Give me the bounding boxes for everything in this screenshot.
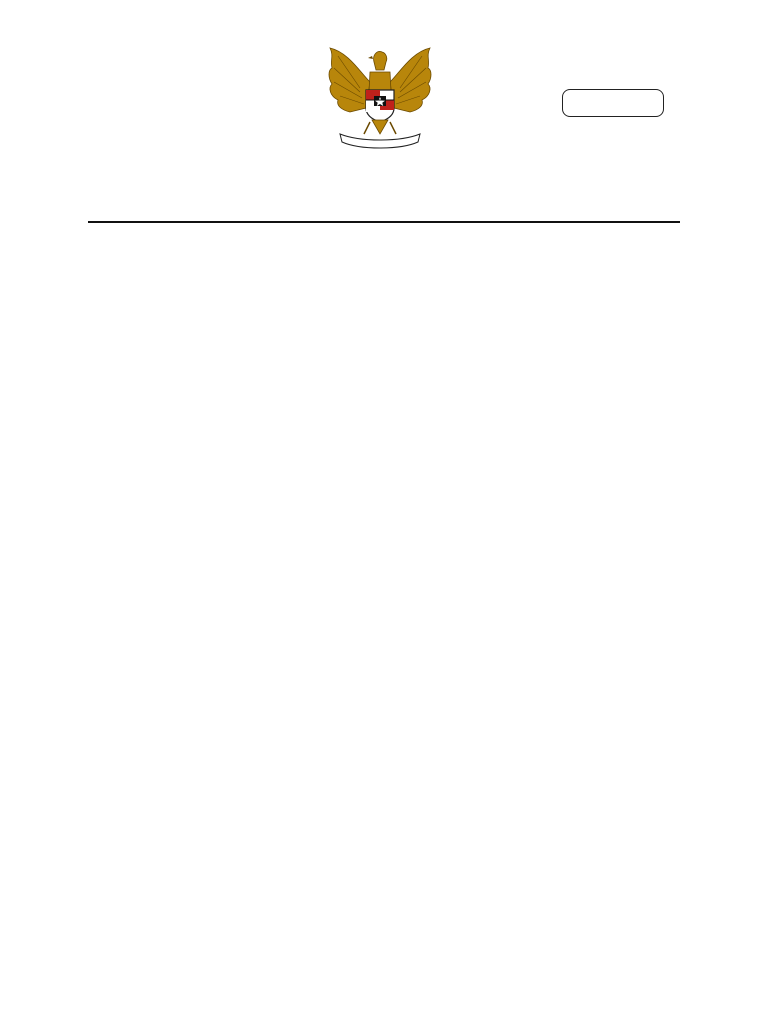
header-divider [88,221,680,223]
copy-badge [562,89,664,117]
garuda-emblem [320,42,440,154]
